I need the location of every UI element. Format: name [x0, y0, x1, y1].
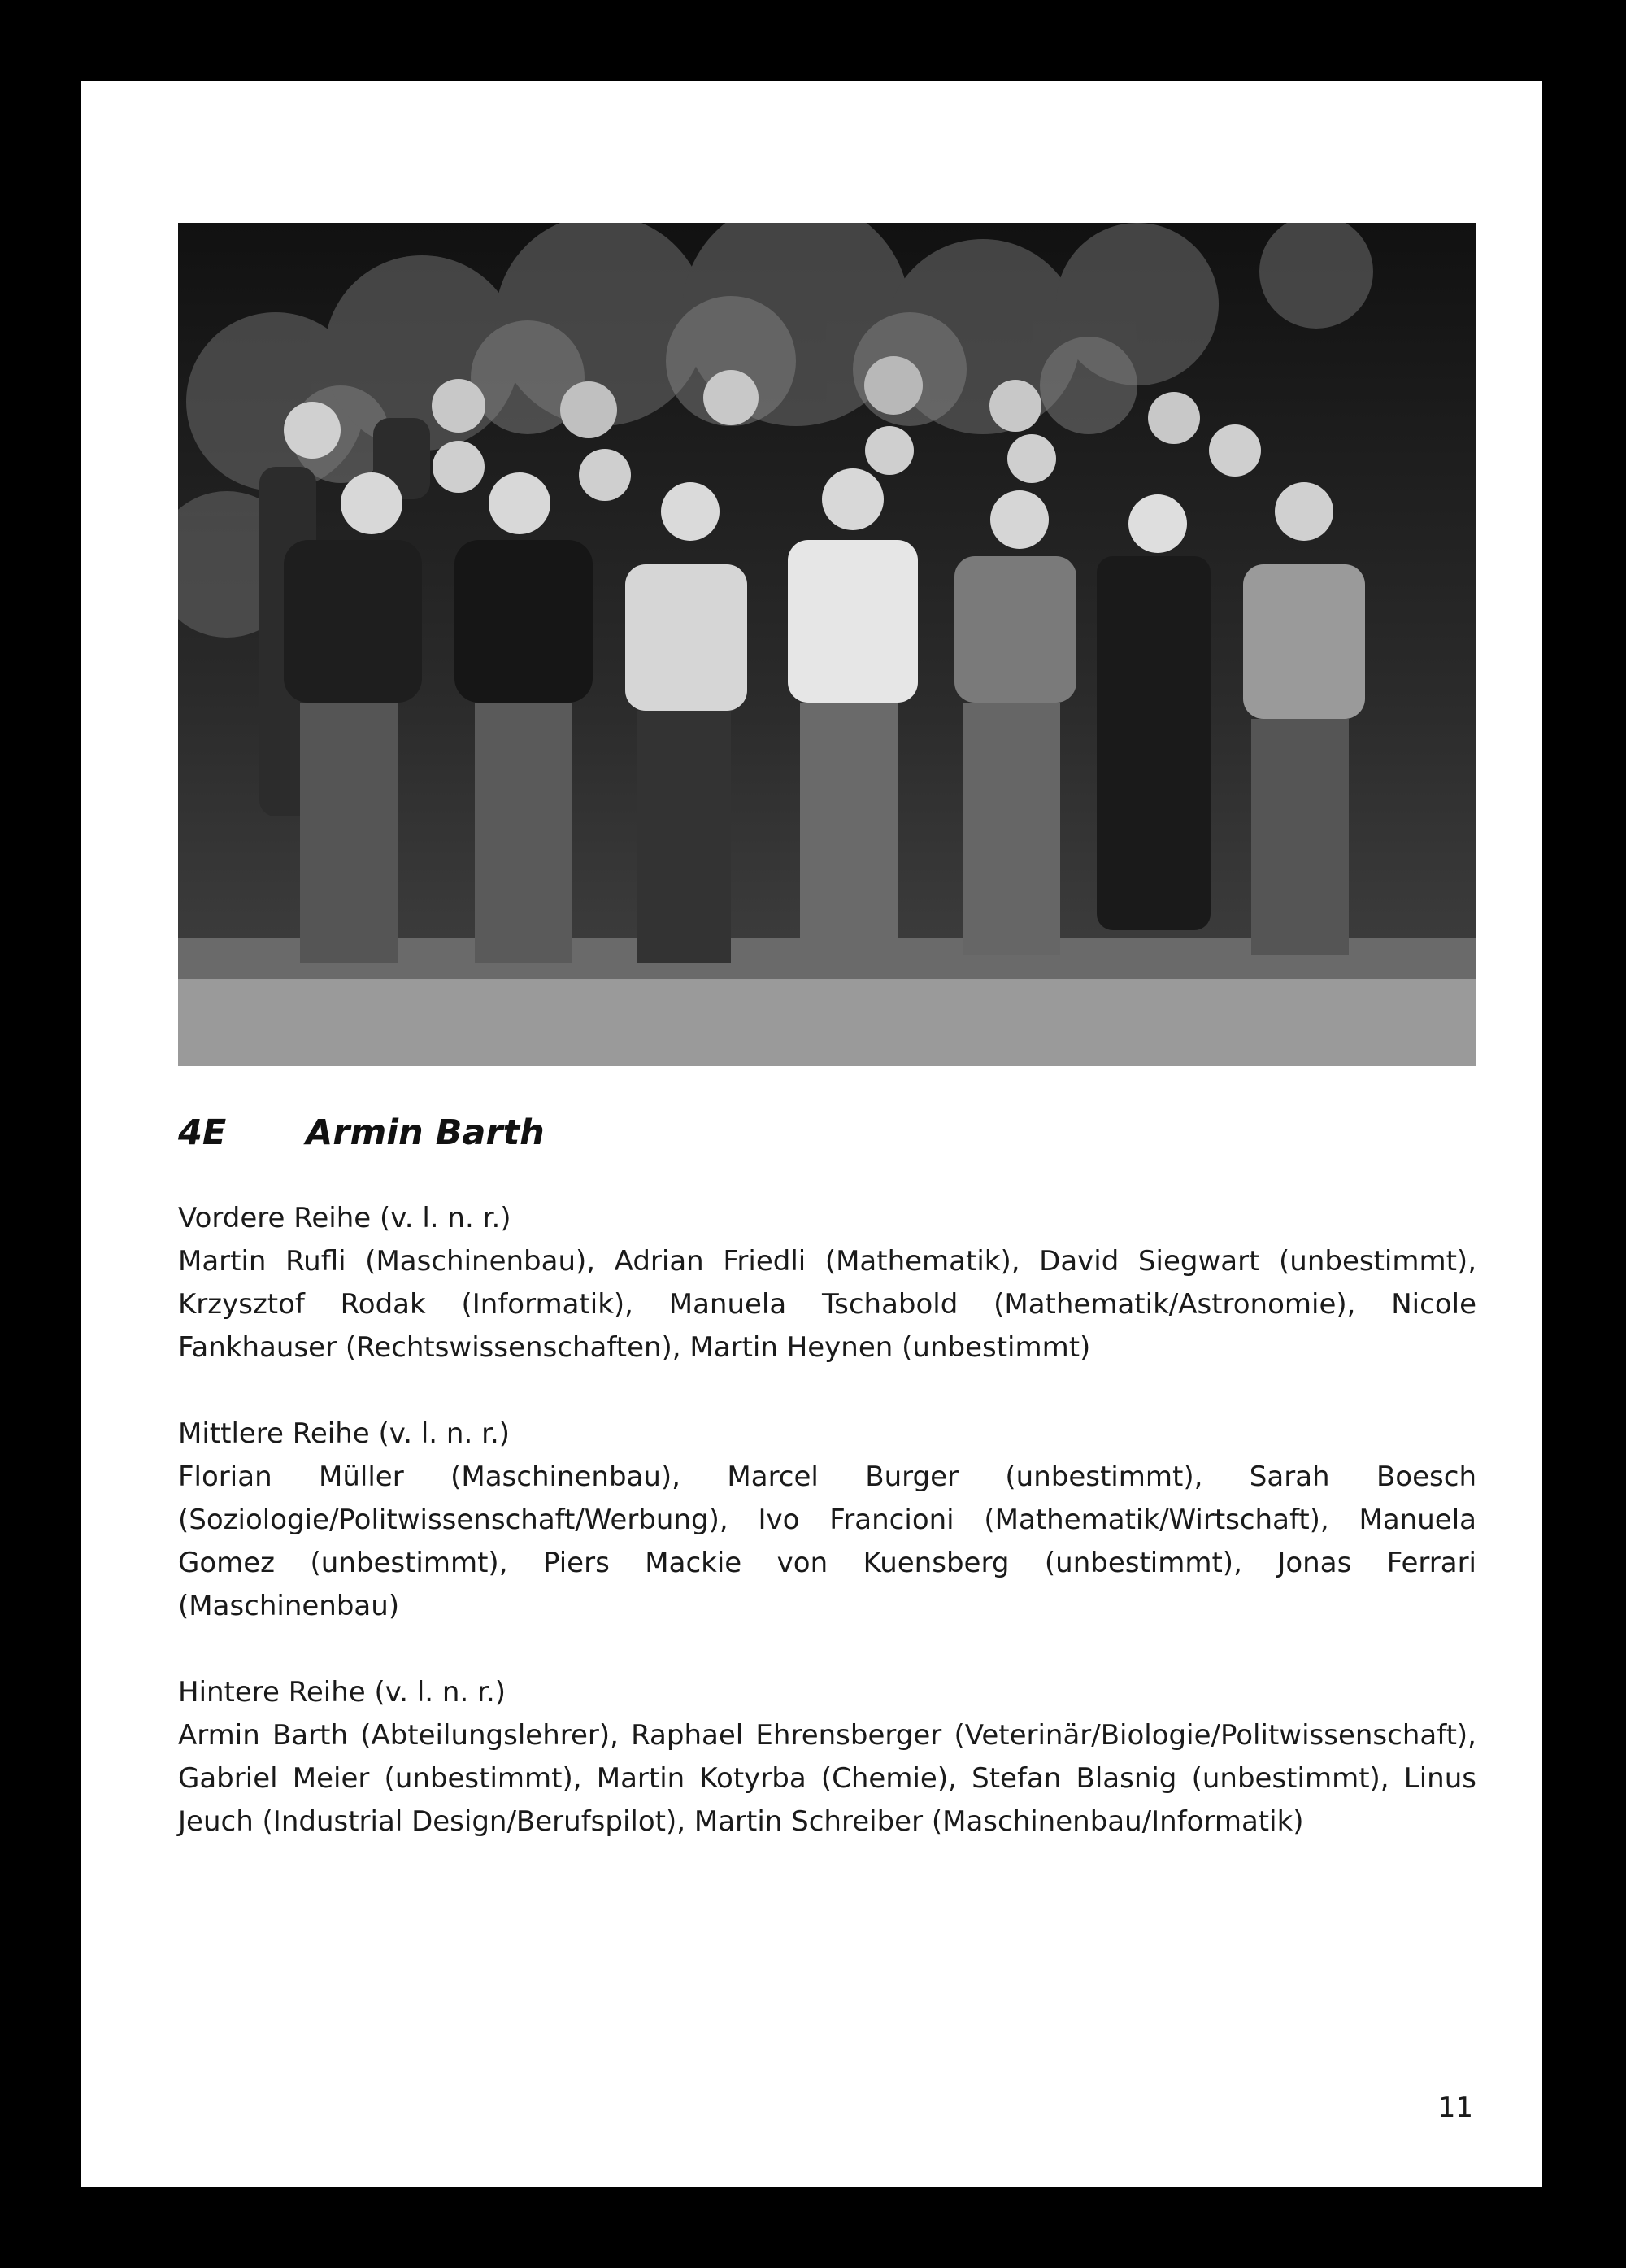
row-names: Armin Barth (Abteilungslehrer), Raphael Ehrensberger (Veterinär/Biologie/Politwissenschaft), Gabriel Meier (unbestimmt), Martin Kotyrba (Chemie), Stefan Blasnig (unbestimmt), Linus Jeuch (Industrial Design/Berufspilot), Martin Schreiber (Maschinenbau/Informatik) [178, 1719, 1476, 1838]
row-middle [178, 1413, 1476, 1628]
row-front [178, 1197, 1476, 1369]
row-title: Vordere Reihe (v. l. n. r.) [178, 1202, 511, 1234]
page [81, 81, 1542, 2187]
class-group-photo [178, 223, 1476, 1066]
photo-illustration [178, 223, 1476, 1066]
page-number: 11 [1437, 2092, 1473, 2124]
row-title: Mittlere Reihe (v. l. n. r.) [178, 1417, 511, 1450]
row-title: Hintere Reihe (v. l. n. r.) [178, 1676, 506, 1709]
caption-rows [178, 1197, 1476, 1887]
row-names: Florian Müller (Maschinenbau), Marcel Burger (unbestimmt), Sarah Boesch (Soziologie/Politwissenschaft/Werbung), Ivo Francioni (Mathematik/Wirtschaft), Manuela Gomez (unbestimmt), Piers Mackie von Kuensberg (unbestimmt), Jonas Ferrari (Maschinenbau) [178, 1460, 1476, 1622]
row-back [178, 1671, 1476, 1844]
class-code: 4E [178, 1112, 227, 1153]
row-names: Martin Rufli (Maschinenbau), Adrian Friedli (Mathematik), David Siegwart (unbestimmt), Krzysztof Rodak (Informatik), Manuela Tschabold (Mathematik/Astronomie), Nicole Fankhauser (Rechtswissenschaften), Martin Heynen (unbestimmt) [178, 1245, 1476, 1364]
teacher-name: Armin Barth [306, 1112, 545, 1153]
